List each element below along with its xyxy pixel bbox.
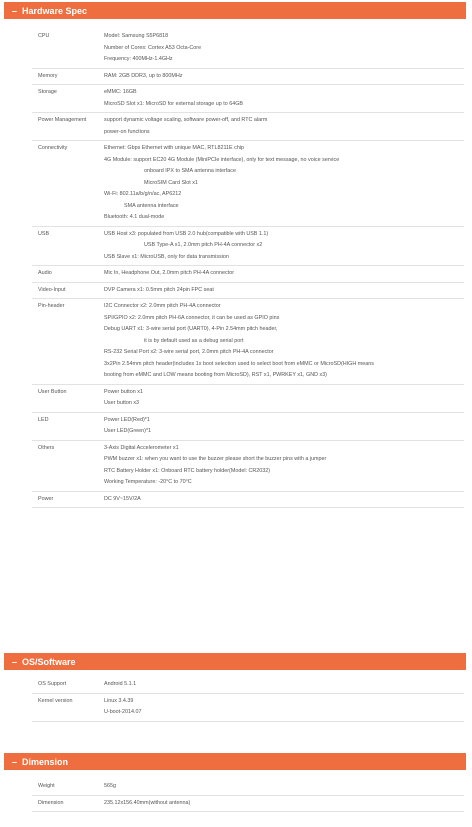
spec-value-line: Mic In, Headphone Out, 2.0mm pitch PH-4A connector [104, 270, 235, 276]
spec-value [100, 141, 464, 227]
spec-row [32, 282, 464, 299]
spec-value-line: Power LED(Red)*1 [104, 416, 150, 423]
spec-value-line: SPI/GPIO x2: 2.0mm pitch PH-6A connector, it can be used as GPIO pins [104, 314, 280, 321]
spec-label: Audio [32, 266, 100, 283]
section-title: Dimension [22, 756, 69, 767]
spec-value-line: Ethernet: Gbps Ethernet with unique MAC, RTL8211E chip [104, 145, 245, 151]
section-header-dimension[interactable] [4, 753, 466, 770]
spec-value-line: eMMC: 16GB [104, 89, 137, 95]
spec-value [100, 779, 464, 795]
collapse-dash-icon: – [12, 756, 18, 767]
spec-row [32, 779, 464, 795]
spec-value [100, 85, 464, 113]
spec-value-line: 4G Module: support EC20 4G Module (MiniPCIe interface), only for text message, no voice service [104, 156, 340, 163]
spec-label: Video-Input [32, 282, 100, 299]
spec-row [32, 299, 464, 385]
section-header-hardware-spec[interactable] [4, 2, 466, 19]
spec-label: Dimension [32, 795, 100, 812]
spec-label: Weight [32, 779, 100, 795]
spec-label: Connectivity [32, 141, 100, 227]
spec-value [100, 113, 464, 141]
spec-row [32, 29, 464, 68]
spec-value-line: USB Host x3: populated from USB 2.0 hub(compatible with USB 1.1) [104, 230, 269, 237]
spec-value-line: booting from eMMC and LOW means booting from MicroSD), RST x1, PWRKEY x1, GND x3) [104, 372, 327, 378]
spec-label: Power [32, 491, 100, 508]
spec-value-line: User LED(Green)*1 [104, 428, 152, 434]
spec-label: Pin-header [32, 299, 100, 385]
spec-value [100, 795, 464, 812]
hardware-spec-table [32, 29, 464, 508]
spec-row [32, 113, 464, 141]
spec-value-line: I2C Connector x2: 2.0mm pitch PH-4A connector [104, 303, 221, 309]
spec-row [32, 677, 464, 693]
spec-label: Kernel version [32, 693, 100, 721]
spec-label: User Button [32, 384, 100, 412]
spec-value-line: Linux 3.4.39 [104, 697, 134, 704]
spec-label: Power Management [32, 113, 100, 141]
spec-value [100, 412, 464, 440]
spec-value-line: Number of Cores: Cortex A53 Octa-Core [104, 44, 202, 51]
spec-value [100, 491, 464, 508]
spec-row [32, 226, 464, 266]
spec-value-line: it is by default used as a debug serial port [144, 337, 244, 344]
spec-value [100, 677, 464, 693]
spec-value-line: onboard IPX to SMA antenna interface [144, 168, 237, 174]
spec-value-line: Debug UART x1: 3-wire serial port (UART0), 4-Pin 2.54mm pitch header, [104, 326, 278, 332]
spec-value [100, 282, 464, 299]
spec-value-line: power-on functions [104, 128, 150, 135]
spec-row [32, 68, 464, 85]
spec-value-line: 235.12x156.40mm(without antenna) [104, 799, 191, 806]
spec-value-line: Power button x1 [104, 388, 143, 395]
spec-label: CPU [32, 29, 100, 68]
spec-value-line: 565g [104, 783, 116, 789]
spec-value-line: User button x3 [104, 400, 140, 406]
os-software-table [32, 677, 464, 722]
spec-value-line: USB Slave x1: MicroUSB, only for data transmission [104, 253, 229, 260]
spec-value-line: RTC Battery Holder x1: Onboard RTC battery holder(Model: CR2032) [104, 467, 271, 474]
spec-label: Memory [32, 68, 100, 85]
spec-value-line: U-boot-2014.07 [104, 709, 142, 715]
spec-value-line: RS-232 Serial Port x2: 3-wire serial port, 2.0mm pitch PH-4A connector [104, 349, 274, 355]
spec-row [32, 85, 464, 113]
section-header-os-software[interactable] [4, 653, 466, 670]
spec-label: OS Support [32, 677, 100, 693]
spec-value-line: Wi-Fi: 802.11a/b/g/n/ac, AP6212 [104, 191, 182, 197]
spec-value-line: Working Temperature: -20°C to 70°C [104, 479, 192, 485]
spec-row [32, 440, 464, 491]
spec-label: Storage [32, 85, 100, 113]
spec-value [100, 384, 464, 412]
spec-value-line: RAM: 2GB DDR3, up to 800MHz [104, 72, 183, 79]
section-title: Hardware Spec [22, 5, 88, 16]
spec-value [100, 29, 464, 68]
spec-row [32, 693, 464, 721]
spec-value-line: DVP Camera x1: 0.5mm pitch 24pin FPC seat [104, 286, 214, 293]
spec-row [32, 491, 464, 508]
spec-value-line: MicroSD Slot x1: MicroSD for external storage up to 64GB [104, 100, 244, 107]
spec-row [32, 412, 464, 440]
spec-value-line: MicroSIM Card Slot x1 [144, 179, 198, 186]
spec-value-line: Model: Samsung S5P6818 [104, 33, 169, 39]
spec-value [100, 440, 464, 491]
spec-row [32, 266, 464, 283]
spec-value-line: Frequency: 400MHz-1.4GHz [104, 56, 173, 62]
collapse-dash-icon: – [12, 5, 18, 16]
spec-value-line: USB Type-A x1, 2.0mm pitch PH-4A connector x2 [144, 242, 263, 248]
spec-row [32, 141, 464, 227]
spec-label: Others [32, 440, 100, 491]
spec-value-line: Bluetooth: 4.1 dual-mode [104, 214, 165, 220]
spec-row [32, 384, 464, 412]
spec-value-line: PWM buzzer x1: when you want to use the buzzer please short the buzzer pins with a jumper [104, 456, 327, 462]
spec-row [32, 795, 464, 812]
spec-label: USB [32, 226, 100, 266]
spec-value [100, 68, 464, 85]
spec-value [100, 299, 464, 385]
spec-value-line: 3-Axis Digital Accelerometer x1 [104, 444, 179, 451]
dimension-table [32, 779, 464, 812]
spec-label: LED [32, 412, 100, 440]
spec-value [100, 693, 464, 721]
spec-value-line: DC 9V~15V/2A [104, 495, 141, 502]
spec-value [100, 266, 464, 283]
spec-value-line: 3x2Pin 2.54mm pitch header(includes 1x boot selection used to select boot from eMMC or MicroSD(HIGH means [104, 360, 374, 367]
spec-value-line: Android 5.1.1 [104, 681, 137, 687]
section-title: OS/Software [22, 656, 76, 667]
spec-value-line: SMA antenna interface [124, 202, 179, 209]
collapse-dash-icon: – [12, 656, 18, 667]
spec-value [100, 226, 464, 266]
spec-value-line: support dynamic voltage scaling, software power-off, and RTC alarm [104, 117, 268, 123]
